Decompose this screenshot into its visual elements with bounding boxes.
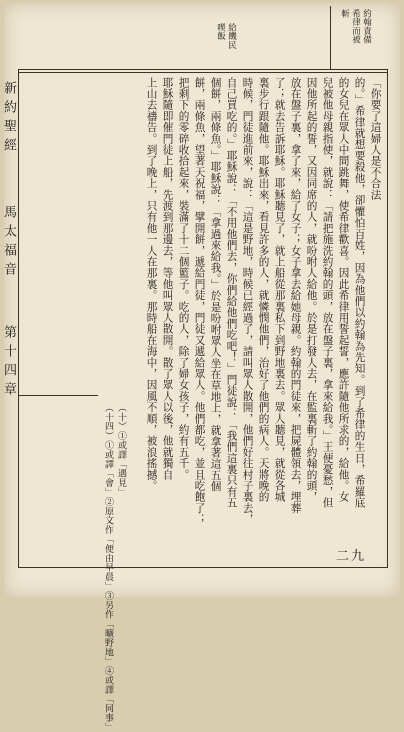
body-col-10: 自己買吃的。」耶穌說：「不用他們去，你們給他們吃吧！」門徒說：「我們這裏只有五 bbox=[225, 77, 238, 509]
top-rule bbox=[18, 69, 388, 70]
body-col-5: 因他所起的誓，又因同席的人，就吩咐人給他。於是打發人去，在監裏斬了約翰的頭， bbox=[305, 77, 318, 503]
gloss-side-1: 給饑民 bbox=[226, 23, 237, 50]
gloss-top-1: 約翰責備 bbox=[361, 9, 372, 44]
gloss-top-2: 希律而被 bbox=[350, 9, 361, 44]
top-rule-inner bbox=[18, 72, 388, 73]
body-col-3: 的女兒在眾人中間跳舞，使希律歡喜。因此希律用誓起誓，應許隨他所求的，給他。女 bbox=[337, 77, 350, 503]
gloss-top-3: 斬 bbox=[339, 9, 350, 18]
bottom-rule bbox=[18, 567, 388, 568]
body-col-2: 的。」希律就想要殺他，卻懼怕百姓，因為他們以約翰為先知。到了希律的生日，希羅底 bbox=[353, 77, 366, 509]
body-col-4: 兒被他母親指使，就說：「請把施洗約翰的頭，放在盤子裏，拿來給我。」王便憂愁，但 bbox=[321, 77, 334, 509]
body-col-6: 放在盤子裏，拿了來，給了女子；女子拿去給她母親。約翰的門徒來，把屍體領去，埋葬 bbox=[289, 77, 302, 514]
book-title: 新約聖經 bbox=[1, 81, 16, 157]
gloss-side-2: 喫飯 bbox=[215, 23, 226, 41]
scripture-page bbox=[1, 3, 400, 732]
page-number: 二九 bbox=[336, 549, 367, 564]
footnote-divider bbox=[18, 395, 98, 396]
body-col-7: 了；就去告訴耶穌。耶穌聽見了，就上船從那裏私下到野地裏去。眾人聽見，就從各城 bbox=[273, 77, 286, 503]
gloss-divider bbox=[330, 6, 331, 69]
right-rule bbox=[387, 69, 388, 567]
body-col-11: 個餅，兩條魚。」耶穌說：「拿過來給我。」於是吩咐眾人坐在草地上，就拿著這五個 bbox=[209, 77, 222, 492]
footnote-2: （十四）①或譯「會」②原文作「便由早晨」③另作「曠野地」④或譯「同事」 bbox=[103, 403, 113, 732]
body-col-1: 「你要了這婦人是不合法 bbox=[369, 77, 382, 201]
body-col-14: 耶穌隨即催門徒上船，先渡到那邊去，等他叫眾人散開。散了眾人以後，他就獨自 bbox=[161, 77, 174, 481]
body-col-15: 上山去禱告。到了晚上，只有他一人在那裏。那時船在海中，因風不順，被浪搖撼。 bbox=[145, 77, 158, 492]
body-col-12: 餅，兩條魚，望著天祝福，擘開餅，遞給門徒，門徒又遞給眾人。他們都吃，並且吃飽了； bbox=[193, 77, 206, 525]
gospel-title: 馬太福音 bbox=[1, 205, 16, 281]
body-col-8: 裏步行跟隨他。耶穌出來，看見許多的人，就憐憫他們，治好了他們的病人。天將晚的 bbox=[257, 77, 270, 503]
body-col-13: 把剩下的零碎收拾起來，裝滿了十二個籃子。吃的人，除了婦女孩子，約有五千。 bbox=[177, 77, 190, 481]
body-col-9: 時候，門徒進前來，說：「這是野地，時候已經過了，請叫眾人散開，他們好往村子裏去， bbox=[241, 77, 254, 525]
chapter-title: 第十四章 bbox=[1, 325, 16, 401]
left-rule bbox=[18, 69, 19, 567]
footnote-1: （十）①或譯「遇見」 bbox=[116, 403, 126, 497]
